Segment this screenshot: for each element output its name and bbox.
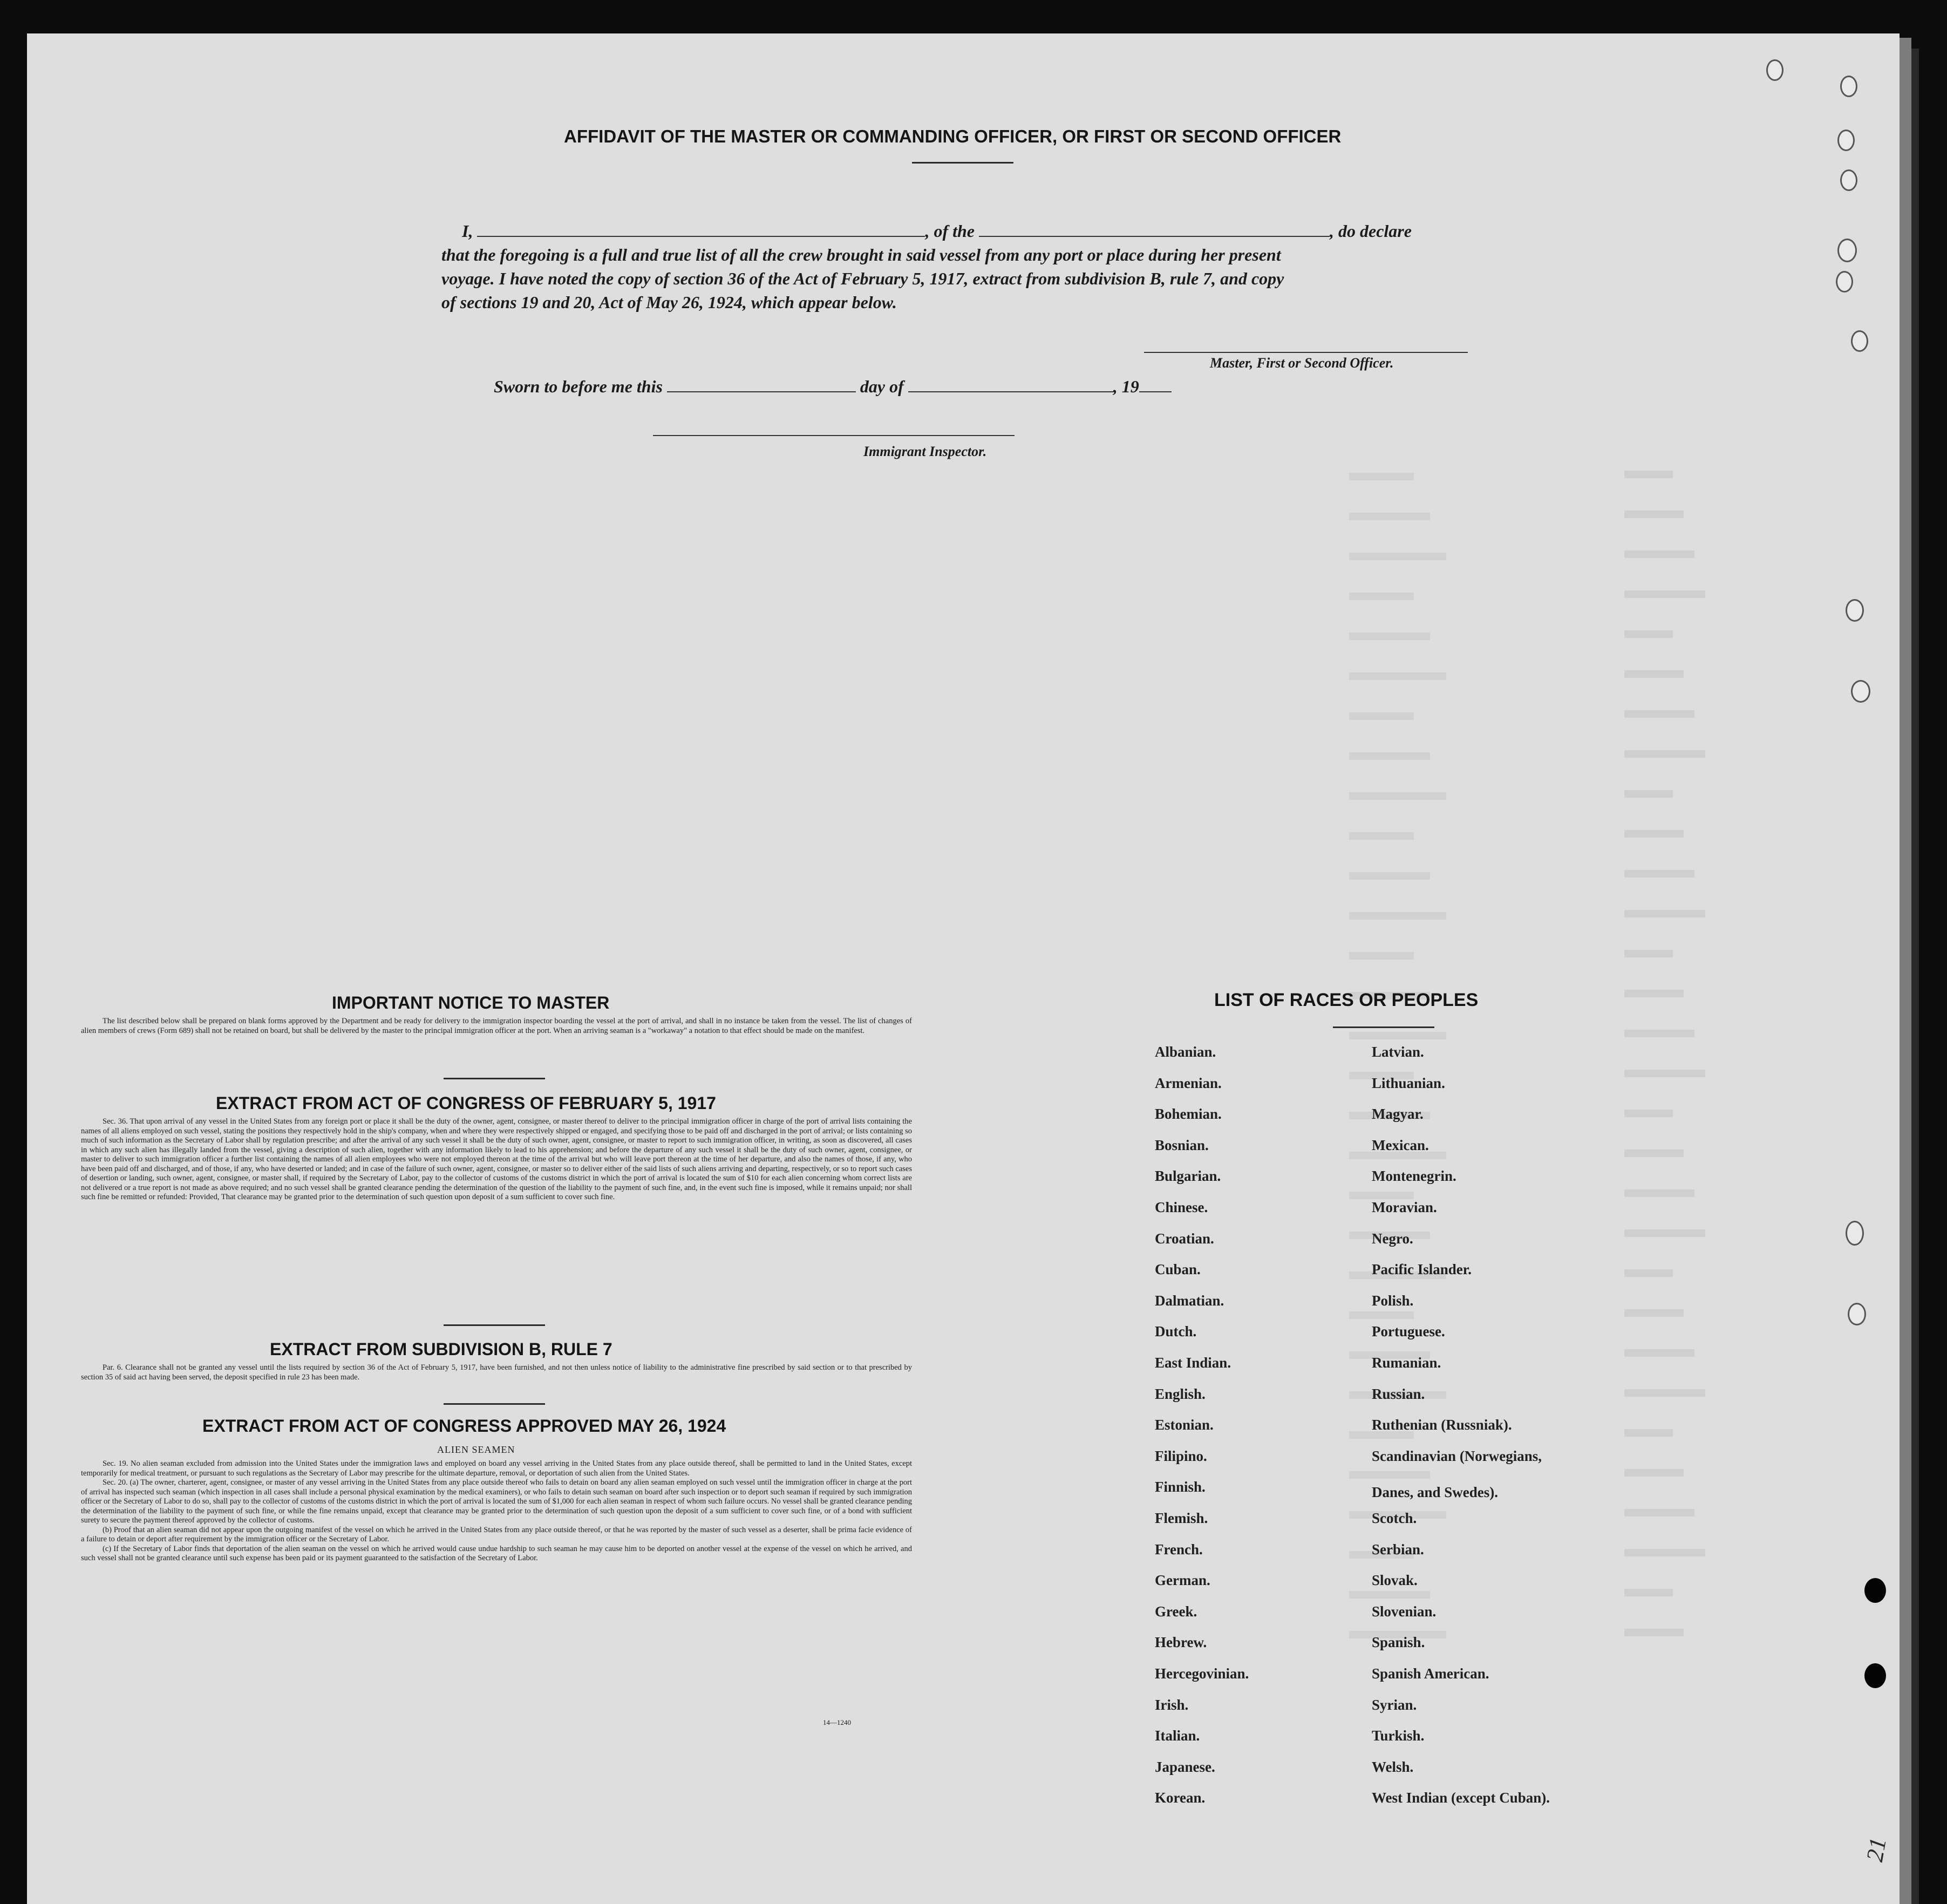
race-item: Bohemian. — [1155, 1106, 1222, 1123]
inspector-signature-caption: Immigrant Inspector. — [863, 444, 987, 459]
race-item: French. — [1155, 1541, 1203, 1558]
bleed-through-row — [1349, 792, 1446, 800]
notice-body — [81, 1017, 912, 1036]
punch-hole — [1848, 1303, 1866, 1325]
extract-rule7-rule — [444, 1403, 545, 1405]
race-item: Russian. — [1372, 1385, 1425, 1402]
bleed-through-row — [1349, 633, 1430, 640]
bleed-through-row — [1624, 790, 1673, 798]
punch-hole-dark — [1864, 1663, 1886, 1688]
race-item: Latvian. — [1372, 1044, 1424, 1060]
extract-1924-title: EXTRACT FROM ACT OF CONGRESS APPROVED MAY 26, 1924 — [202, 1416, 726, 1436]
sheet-edge-shadow — [1900, 38, 1911, 1904]
bleed-through-row — [1624, 590, 1705, 598]
bleed-through-row — [1624, 1349, 1694, 1357]
bleed-through-row — [1624, 910, 1705, 917]
extract-1924-sec19: Sec. 19. No alien seaman excluded from admission into the United States under the immigration laws and employed on board any vessel arriving in the United States from any place outside thereof, shall be permitted to land in the United States, except temporarily for medical treatment, or pursuant to such regulations as the Secretary of Labor may prescribe for the ultimate departure, removal, or deportation of such alien from the United States. — [81, 1459, 912, 1478]
bleed-through-row — [1349, 1471, 1430, 1479]
affidavit-title-rule — [912, 162, 1013, 164]
bleed-through-row — [1624, 1110, 1673, 1117]
bleed-through-row — [1624, 550, 1694, 558]
race-item: Croatian. — [1155, 1230, 1214, 1247]
bleed-through-row — [1624, 1189, 1694, 1197]
bleed-through-row — [1624, 1229, 1705, 1237]
race-item: Dutch. — [1155, 1323, 1197, 1340]
extract-rule7-title: EXTRACT FROM SUBDIVISION B, RULE 7 — [270, 1339, 612, 1359]
punch-hole — [1851, 680, 1870, 703]
race-item: Polish. — [1372, 1292, 1414, 1309]
punch-hole — [1837, 130, 1855, 151]
bleed-through-row — [1624, 1269, 1673, 1277]
bleed-through-row — [1624, 1030, 1694, 1037]
races-title: LIST OF RACES OR PEOPLES — [1214, 990, 1479, 1010]
affidavit-declare-label: , do declare — [1330, 221, 1412, 241]
race-item: English. — [1155, 1385, 1206, 1402]
notice-title: IMPORTANT NOTICE TO MASTER — [332, 993, 610, 1012]
race-item: Filipino. — [1155, 1447, 1207, 1464]
punch-hole — [1846, 1221, 1864, 1246]
bleed-through-row — [1624, 750, 1705, 758]
race-item: Turkish. — [1372, 1728, 1425, 1744]
bleed-through-row — [1624, 670, 1684, 678]
sheet-edge-dark — [1911, 49, 1919, 1904]
race-item: German. — [1155, 1572, 1210, 1589]
sworn-line — [494, 377, 1172, 397]
extract-1917-title: EXTRACT FROM ACT OF CONGRESS OF FEBRUARY 5, 1917 — [216, 1093, 716, 1113]
bleed-through-row — [1349, 593, 1414, 600]
extract-1917-body — [81, 1117, 912, 1202]
affidavit-line-2: that the foregoing is a full and true list of all the crew brought in said vessel from any port or place during her present — [441, 245, 1281, 264]
affidavit-of-the-label: , of the — [925, 221, 975, 241]
race-item: Greek. — [1155, 1603, 1197, 1620]
bleed-through-row — [1349, 553, 1446, 560]
race-item: Flemish. — [1155, 1510, 1208, 1526]
sworn-prefix: Sworn to before me this — [494, 377, 663, 396]
race-item: Bulgarian. — [1155, 1168, 1221, 1185]
bleed-through-row — [1349, 752, 1430, 760]
extract-1917-rule — [444, 1324, 545, 1326]
punch-hole-dark — [1864, 1578, 1886, 1603]
race-item: Serbian. — [1372, 1541, 1424, 1558]
bleed-through-row — [1624, 950, 1673, 957]
extract-1924-sec20a: Sec. 20. (a) The owner, charterer, agent, consignee, or master of any vessel arriving in the United States from any place outside thereof who fails to detain on board any alien seaman employed on such vessel until the immigration officer in charge at the port of arrival has inspected such seaman (which inspection in all cases shall include a personal physical examination by the medical examiners), or who fails to detain such seaman on board after such inspection or to deport such seaman if required by such immigration officer or the Secretary of Labor to do so, shall pay to the collector of customs of the customs district in which the port of arrival is located the sum of $1,000 for each alien seaman in respect of whom such failure occurs. No vessel shall be granted clearance pending the determination of the liability to the payment of such fine, or while the fine remains unpaid, except that clearance may be granted prior to the determination of such question upon the deposit of a sum sufficient to cover such fine, or of a bond with sufficient surety to secure the payment thereof approved by the collector of customs. — [81, 1478, 912, 1525]
page-number-handwritten: 21 — [1861, 1835, 1891, 1864]
sworn-month-blank[interactable] — [908, 391, 1113, 392]
bleed-through-row — [1349, 912, 1446, 920]
race-item: Moravian. — [1372, 1199, 1437, 1215]
bleed-through-row — [1624, 630, 1673, 638]
race-item: Dalmatian. — [1155, 1292, 1224, 1309]
extract-1924-subtitle: ALIEN SEAMEN — [437, 1444, 515, 1455]
document-sheet — [27, 33, 1900, 1904]
race-item: Italian. — [1155, 1728, 1200, 1744]
affidavit-line-3: voyage. I have noted the copy of section 36 of the Act of February 5, 1917, extract from subdivision B, rule 7, and copy — [441, 269, 1284, 288]
notice-paragraph: The list described below shall be prepared on blank forms approved by the Department and be ready for delivery to the immigration inspector boarding the vessel at the port of arrival, and shall in no instance be taken from the vessel. The list of changes of alien members of crews (Form 689) shall not be retained on board, but shall be delivered by the master to the principal immigration officer at the port. When an arriving seaman is a "workaway" a notation to that effect should be made on the manifest. — [81, 1017, 912, 1035]
punch-hole — [1836, 271, 1853, 293]
race-item: West Indian (except Cuban). — [1372, 1790, 1550, 1806]
race-item: Cuban. — [1155, 1261, 1201, 1278]
sworn-day-blank[interactable] — [667, 391, 856, 392]
race-item: Montenegrin. — [1372, 1168, 1456, 1185]
bleed-through-row — [1624, 1629, 1684, 1636]
bleed-through-row — [1624, 1549, 1705, 1556]
race-item: Hebrew. — [1155, 1634, 1207, 1651]
race-item: Pacific Islander. — [1372, 1261, 1472, 1278]
bleed-through-row — [1624, 1429, 1673, 1437]
affidavit-title: AFFIDAVIT OF THE MASTER OR COMMANDING OFFICER, OR FIRST OR SECOND OFFICER — [564, 126, 1342, 146]
race-item: Hercegovinian. — [1155, 1665, 1249, 1682]
race-item: Portuguese. — [1372, 1323, 1445, 1340]
race-item: Scandinavian (Norwegians, — [1372, 1447, 1542, 1464]
race-item: Bosnian. — [1155, 1137, 1209, 1153]
bleed-through-row — [1349, 1192, 1414, 1199]
bleed-through-row — [1624, 1509, 1694, 1517]
sworn-day-of-label: day of — [860, 377, 904, 396]
punch-hole — [1840, 169, 1857, 191]
bleed-through-row — [1349, 513, 1430, 520]
race-item: Spanish. — [1372, 1634, 1425, 1651]
bleed-through-row — [1349, 1311, 1414, 1319]
bleed-through-row — [1624, 511, 1684, 518]
bleed-through-row — [1624, 710, 1694, 718]
master-signature-caption: Master, First or Second Officer. — [1210, 355, 1394, 371]
bleed-through-row — [1624, 1070, 1705, 1077]
race-item: Magyar. — [1372, 1106, 1424, 1123]
bleed-through-row — [1349, 473, 1414, 480]
bleed-through-row — [1349, 1032, 1446, 1039]
affidavit-i-label: I, — [462, 221, 473, 241]
race-item: Syrian. — [1372, 1696, 1417, 1713]
bleed-through-row — [1624, 471, 1673, 478]
race-item: Albanian. — [1155, 1044, 1216, 1060]
inspector-signature-line[interactable] — [653, 435, 1015, 436]
race-item: Lithuanian. — [1372, 1075, 1445, 1091]
notice-rule — [444, 1078, 545, 1079]
punch-hole — [1851, 330, 1868, 352]
race-item: Scotch. — [1372, 1510, 1417, 1526]
sworn-year-blank[interactable] — [1139, 391, 1172, 392]
race-item: Estonian. — [1155, 1417, 1214, 1433]
punch-hole — [1840, 76, 1857, 97]
sworn-year-label: , 19 — [1113, 377, 1139, 396]
affidavit-line-1 — [462, 221, 1412, 241]
race-item: Ruthenian (Russniak). — [1372, 1417, 1512, 1433]
bleed-through-row — [1349, 832, 1414, 840]
extract-1924-sec20c: (c) If the Secretary of Labor finds that deportation of the alien seaman on the vessel on which he arrived would cause undue hardship to such seaman he may cause him to be deported on another vessel at the expense of the vessel on which he arrived, and such vessel shall not be granted clearance until such expense has been paid or its payment guaranteed to the satisfaction of the Secretary of Labor. — [81, 1544, 912, 1562]
bleed-through-row — [1624, 1150, 1684, 1157]
race-item: Armenian. — [1155, 1075, 1222, 1091]
race-item: Slovenian. — [1372, 1603, 1437, 1620]
race-item: Irish. — [1155, 1696, 1189, 1713]
race-item: Welsh. — [1372, 1758, 1414, 1775]
bleed-through-row — [1349, 872, 1430, 880]
affidavit-vessel-blank[interactable] — [979, 236, 1330, 237]
bleed-through-row — [1349, 1591, 1430, 1599]
bleed-through-row — [1624, 830, 1684, 838]
extract-1924-sec20b: (b) Proof that an alien seaman did not appear upon the outgoing manifest of the vessel on which he arrived in the United States from any place outside thereof, or that he was reported by the master of such vessel as a deserter, shall be prima facie evidence of a failure to detain or deport after requirement by the immigration officer or the Secretary of Labor. — [81, 1525, 912, 1543]
bleed-through-row — [1624, 1389, 1705, 1397]
bleed-through-row — [1624, 990, 1684, 997]
race-item: East Indian. — [1155, 1355, 1231, 1371]
form-number: 14—1240 — [823, 1718, 851, 1726]
punch-hole — [1766, 59, 1783, 81]
extract-rule7-body — [81, 1363, 912, 1382]
bleed-through-row — [1349, 952, 1414, 960]
race-item: Negro. — [1372, 1230, 1413, 1247]
affidavit-name-blank[interactable] — [477, 236, 925, 237]
race-item: Spanish American. — [1372, 1665, 1489, 1682]
bleed-through-row — [1349, 712, 1414, 720]
punch-hole — [1837, 239, 1857, 262]
bleed-through-row — [1624, 1589, 1673, 1596]
bleed-through-row — [1624, 1469, 1684, 1477]
races-rule — [1333, 1026, 1434, 1028]
race-item: Japanese. — [1155, 1758, 1215, 1775]
master-signature-line[interactable] — [1144, 352, 1468, 353]
race-item: Rumanian. — [1372, 1355, 1441, 1371]
bleed-through-row — [1624, 870, 1694, 878]
race-item: Korean. — [1155, 1790, 1206, 1806]
punch-hole — [1846, 599, 1864, 622]
race-item: Mexican. — [1372, 1137, 1429, 1153]
bleed-through-row — [1624, 1309, 1684, 1317]
extract-1917-sec36: Sec. 36. That upon arrival of any vessel in the United States from any foreign port or place it shall be the duty of the owner, agent, consignee, or master thereof to deliver to the principal immigration officer in charge of the port of arrival lists containing the names of all aliens employed on such vessel, stating the positions they respectively hold in the ship's company, when and where they were respectively shipped or engaged, and specifying those to be paid off and discharged in the port of arrival; or lists containing so much of such information as the Secretary of Labor shall by regulation prescribe; and after the arrival of any such vessel it shall be the duty of such owner, agent, consignee, or master to report to such immigration officer, in writing, as soon as discovered, all cases in which any such alien has illegally landed from the vessel, giving a description of such alien, together with any information likely to lead to his apprehension; and before the departure of any such vessel it shall be the duty of such owner, agent, consignee, or master to deliver to such immigration officer a further list containing the names of all alien employees who were not employed thereon at the time of the arrival but who will leave port thereon at the time of her departure, and also the names of those, if any, who have been paid off and discharged, and of those, if any, who have deserted or landed; and in case of the failure of such owner, agent, consignee, or master so to deliver either of the said lists of such aliens arriving and departing, respectively, or so to report such cases of desertion or landing, such owner, agent, consignee, or master shall, if required by the Secretary of Labor, pay to the collector of customs of the customs district in which the port of arrival is located the sum of $10 for each alien concerning whom correct lists are not delivered or a true report is not made as above required; and no such vessel shall be granted clearance pending the determination of the question of the liability to the payment of such fine, and, in the event such fine is imposed, while it remains unpaid; nor shall such fine be remitted or refunded: Provided, That clearance may be granted prior to the determination of such question upon deposit of a sum sufficient to cover such fine. — [81, 1117, 912, 1201]
extract-rule7-par6: Par. 6. Clearance shall not be granted any vessel until the lists required by section 36 of the Act of February 5, 1917, have been furnished, and not then unless notice of liability to the administrative fine prescribed by said section or to that prescribed by section 35 of said act having been served, the deposit specified in rule 23 has been made. — [81, 1363, 912, 1382]
race-item: Chinese. — [1155, 1199, 1208, 1215]
race-scandinavian-continuation: Danes, and Swedes). — [1372, 1484, 1499, 1500]
race-item: Slovak. — [1372, 1572, 1418, 1589]
affidavit-line-4: of sections 19 and 20, Act of May 26, 1924, which appear below. — [441, 293, 897, 312]
bleed-through-row — [1349, 672, 1446, 680]
race-item: Finnish. — [1155, 1479, 1206, 1495]
extract-1924-body — [81, 1459, 912, 1563]
